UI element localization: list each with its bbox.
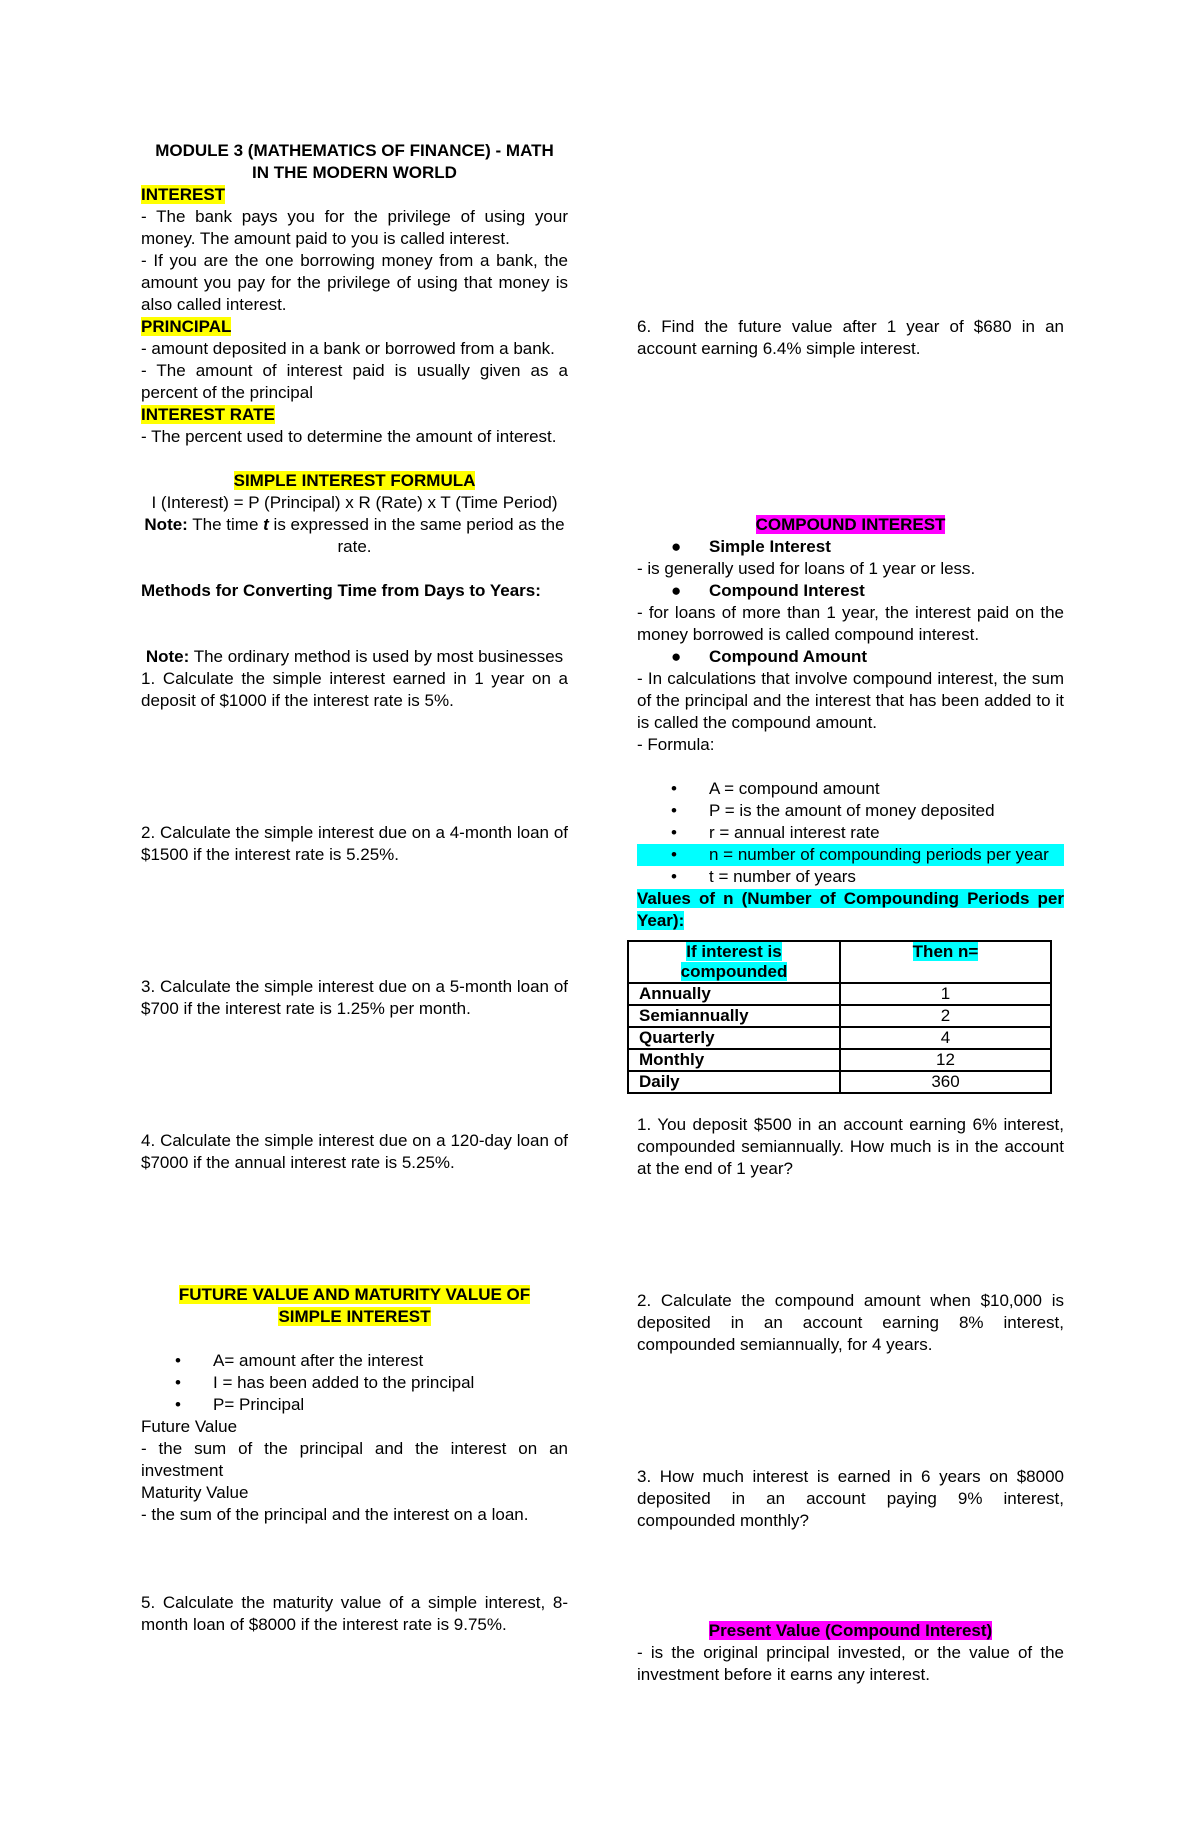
future-value-definition: - the sum of the principal and the interest on an investment — [141, 1439, 568, 1480]
compound-interest-definition: - for loans of more than 1 year, the interest paid on the money borrowed is called compound interest. — [637, 603, 1064, 644]
compounding-periods-table — [627, 940, 1052, 1094]
bullet-dot-icon: • — [671, 823, 677, 842]
simple-interest-formula-heading: SIMPLE INTEREST FORMULA — [233, 471, 476, 490]
note-time-period: Note: The time t is expressed in the same period as the rate. — [144, 515, 565, 556]
list-item: • P = is the amount of money deposited — [671, 801, 995, 820]
list-item: • I = has been added to the principal — [175, 1373, 475, 1392]
interest-paragraph-2: - If you are the one borrowing money from a bank, the amount you pay for the privilege of using that money is also called interest. — [141, 251, 568, 314]
interest-rate-heading: INTEREST RATE — [141, 405, 275, 424]
simple-interest-formula: I (Interest) = P (Principal) x R (Rate) x T (Time Period) — [151, 493, 558, 512]
list-item: • t = number of years — [671, 867, 856, 886]
note-ordinary-method: Note: The ordinary method is used by most businesses — [145, 647, 564, 666]
bullet-dot-icon: ● — [671, 537, 682, 556]
compound-amount-definition: - In calculations that involve compound interest, the sum of the principal and the interest that has been added to it is called the compound amount. — [637, 669, 1064, 732]
methods-heading: Methods for Converting Time from Days to Years: — [141, 581, 541, 600]
compound-amount-label: ● Compound Amount — [671, 647, 867, 666]
question-3: 3. Calculate the simple interest due on a 5-month loan of $700 if the interest rate is 1.25% per month. — [141, 977, 568, 1018]
maturity-value-label: Maturity Value — [141, 1483, 249, 1502]
question-5: 5. Calculate the maturity value of a simple interest, 8-month loan of $8000 if the interest rate is 9.75%. — [141, 1593, 568, 1634]
values-of-n-heading: Values of n (Number of Compounding Periods per Year): — [637, 889, 1064, 930]
list-item: • r = annual interest rate — [671, 823, 880, 842]
question-4: 4. Calculate the simple interest due on a 120-day loan of $7000 if the annual interest rate is 5.25%. — [141, 1131, 568, 1172]
interest-rate-paragraph: - The percent used to determine the amount of interest. — [141, 427, 557, 446]
bullet-dot-icon: • — [175, 1373, 181, 1392]
question-1: 1. Calculate the simple interest earned in 1 year on a deposit of $1000 if the interest rate is 5%. — [141, 669, 568, 710]
document-title: MODULE 3 (MATHEMATICS OF FINANCE) - MATH IN THE MODERN WORLD — [155, 141, 554, 182]
bullet-dot-icon: ● — [671, 581, 682, 600]
present-value-heading: Present Value (Compound Interest) — [708, 1621, 993, 1640]
compound-interest-label: ● Compound Interest — [671, 581, 865, 600]
list-item: • A = compound amount — [671, 779, 880, 798]
future-value-heading: FUTURE VALUE AND MATURITY VALUE OF SIMPLE INTEREST — [178, 1285, 531, 1326]
interest-paragraph-1: - The bank pays you for the privilege of using your money. The amount paid to you is called interest. — [141, 207, 568, 248]
bullet-dot-icon: ● — [671, 647, 682, 666]
simple-interest-definition: - is generally used for loans of 1 year or less. — [637, 559, 976, 578]
list-item: • n = number of compounding periods per year — [637, 844, 1064, 866]
table-row: Annually 1 — [628, 983, 1051, 1005]
table-row: Monthly 12 — [628, 1049, 1051, 1071]
formula-bullets — [637, 778, 1064, 888]
compound-question-1: 1. You deposit $500 in an account earning 6% interest, compounded semiannually. How much is in the account at the end of 1 year? — [637, 1115, 1064, 1178]
table-header-compounded: If interest is compounded — [680, 942, 788, 981]
bullet-dot-icon: • — [175, 1351, 181, 1370]
table-row: Semiannually 2 — [628, 1005, 1051, 1027]
simple-interest-label: ● Simple Interest — [671, 537, 831, 556]
compound-question-3: 3. How much interest is earned in 6 years on $8000 deposited in an account paying 9% interest, compounded monthly? — [637, 1467, 1064, 1530]
list-item: • A= amount after the interest — [175, 1351, 424, 1370]
question-2: 2. Calculate the simple interest due on a 4-month loan of $1500 if the interest rate is 5.25%. — [141, 823, 568, 864]
bullet-dot-icon: • — [175, 1395, 181, 1414]
compound-interest-heading: COMPOUND INTEREST — [755, 515, 946, 534]
principal-heading: PRINCIPAL — [141, 317, 232, 336]
future-value-bullets — [141, 1350, 568, 1416]
bullet-dot-icon: • — [671, 867, 677, 886]
bullet-dot-icon: • — [671, 779, 677, 798]
question-6: 6. Find the future value after 1 year of $680 in an account earning 6.4% simple interest. — [637, 317, 1064, 358]
maturity-value-definition: - the sum of the principal and the interest on a loan. — [141, 1505, 529, 1524]
principal-paragraph-2: - The amount of interest paid is usually given as a percent of the principal — [141, 361, 568, 402]
list-item: • P= Principal — [175, 1395, 305, 1414]
bullet-dot-icon: • — [671, 845, 677, 864]
bullet-dot-icon: • — [671, 801, 677, 820]
table-header-row — [628, 941, 1051, 983]
table-header-then-n: Then n= — [912, 942, 979, 961]
table-row: Quarterly 4 — [628, 1027, 1051, 1049]
table-row: Daily 360 — [628, 1071, 1051, 1093]
right-column — [637, 316, 1064, 1686]
formula-label: - Formula: — [637, 735, 715, 754]
present-value-definition: - is the original principal invested, or the value of the investment before it earns any interest. — [637, 1643, 1064, 1684]
future-value-label: Future Value — [141, 1417, 238, 1436]
left-column — [141, 140, 568, 1636]
principal-paragraph-1: - amount deposited in a bank or borrowed from a bank. — [141, 339, 555, 358]
compound-question-2: 2. Calculate the compound amount when $10,000 is deposited in an account earning 8% interest, compounded semiannually, for 4 years. — [637, 1291, 1064, 1354]
interest-heading: INTEREST — [141, 185, 226, 204]
